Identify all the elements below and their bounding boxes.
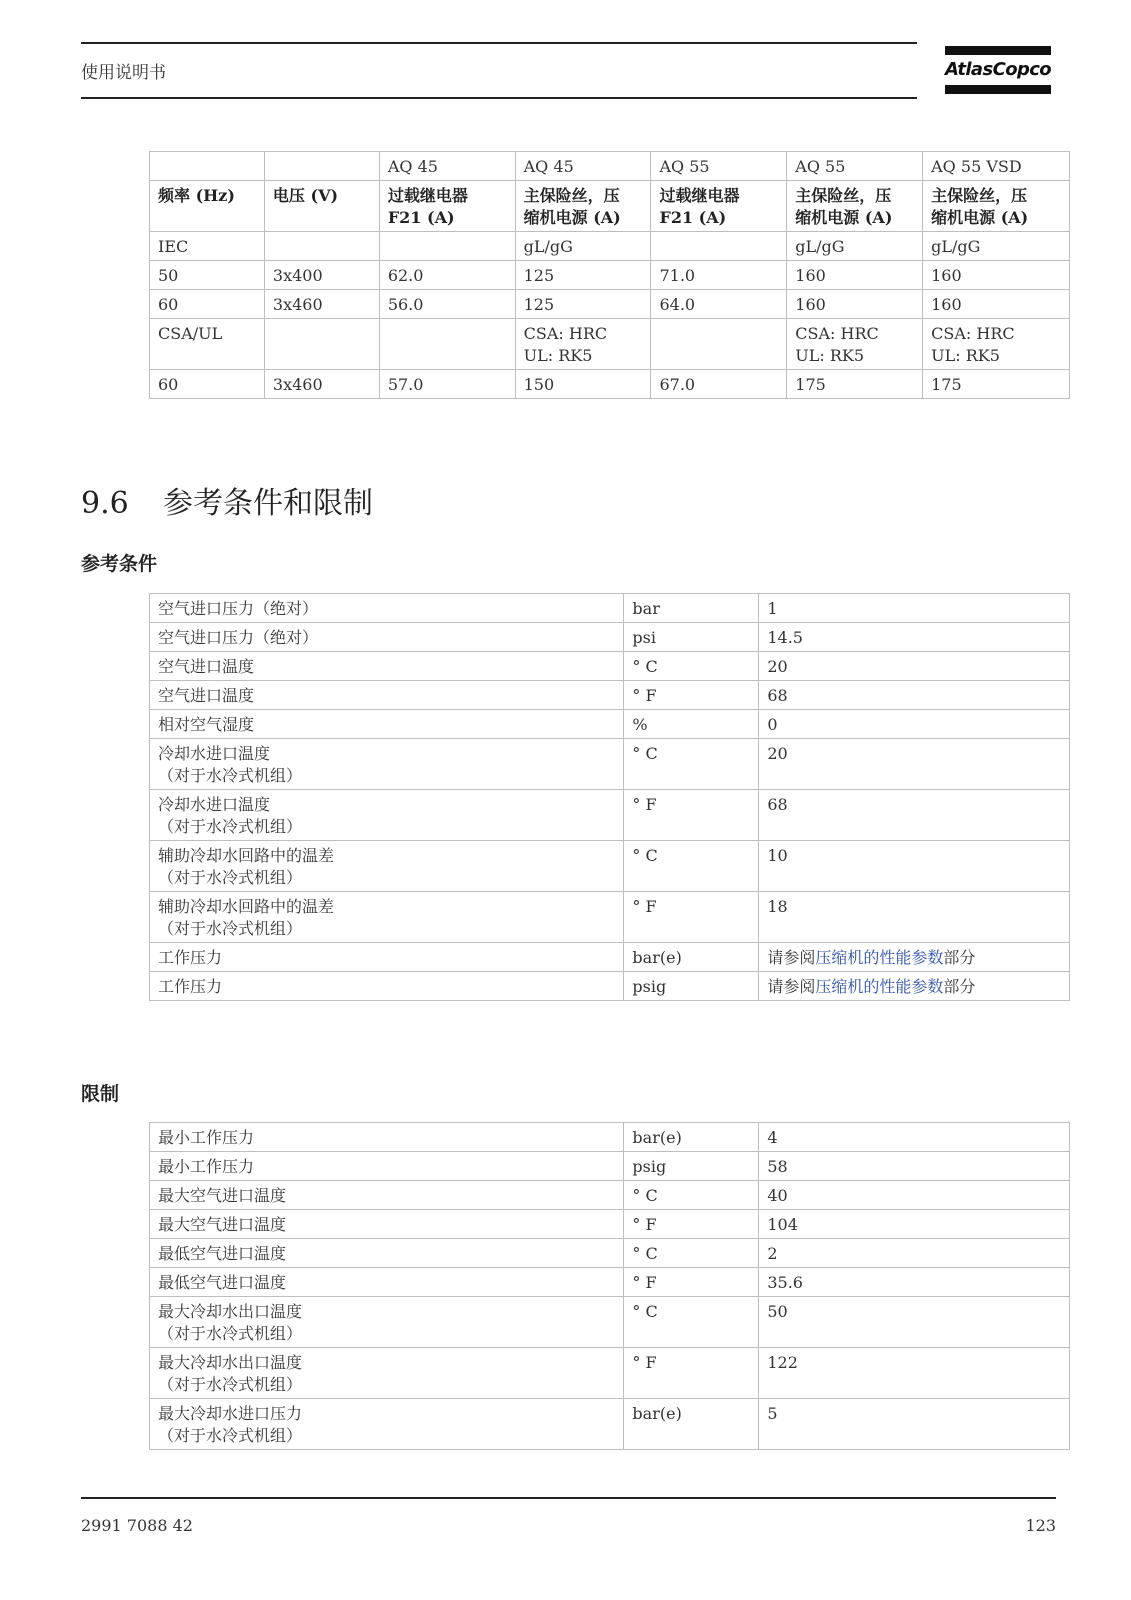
cell-text: UL: RK5 bbox=[523, 346, 593, 365]
fuse-model-cell bbox=[150, 152, 265, 181]
value-suffix: 部分 bbox=[943, 948, 976, 967]
cell-text: （对于水冷式机组） bbox=[158, 1375, 303, 1394]
cell-text: 57.0 bbox=[387, 375, 424, 394]
unit-cell: % bbox=[624, 710, 759, 739]
cell-text: 175 bbox=[931, 375, 962, 394]
parameter-cell bbox=[150, 652, 624, 681]
cell-text: （对于水冷式机组） bbox=[158, 868, 303, 887]
fuse-cell bbox=[923, 261, 1070, 290]
fuse-header-cell bbox=[515, 181, 651, 232]
unit-cell: bar bbox=[624, 594, 759, 623]
unit-cell: ° F bbox=[624, 1210, 759, 1239]
fuse-cell bbox=[150, 319, 265, 370]
table-row bbox=[150, 1181, 1070, 1210]
unit-cell: ° F bbox=[624, 790, 759, 841]
cell-text: （对于水冷式机组） bbox=[158, 766, 303, 785]
fuse-cell bbox=[515, 261, 651, 290]
cell-text: CSA: HRC bbox=[931, 324, 1015, 343]
table-row bbox=[150, 1239, 1070, 1268]
cell-text: 50 bbox=[158, 266, 179, 285]
fuse-model-cell: AQ 55 VSD bbox=[923, 152, 1070, 181]
fuse-cell bbox=[787, 290, 923, 319]
fuse-cell bbox=[150, 370, 265, 399]
cell-text: 冷却水进口温度 bbox=[158, 744, 271, 763]
section-number: 9.6 bbox=[81, 486, 129, 521]
value-cell: 68 bbox=[759, 790, 1070, 841]
logo-bar-bottom bbox=[945, 85, 1051, 94]
parameter-cell bbox=[150, 1268, 624, 1297]
cell-text: 60 bbox=[158, 375, 179, 394]
table-row bbox=[150, 232, 1070, 261]
table-row bbox=[150, 790, 1070, 841]
value-cell: 14.5 bbox=[759, 623, 1070, 652]
unit-cell: bar(e) bbox=[624, 943, 759, 972]
table-row bbox=[150, 1348, 1070, 1399]
table-row bbox=[150, 892, 1070, 943]
fuse-header-cell bbox=[787, 181, 923, 232]
cell-text: UL: RK5 bbox=[795, 346, 865, 365]
cell-text: 125 bbox=[523, 266, 555, 285]
cell-text: 空气进口压力（绝对） bbox=[158, 599, 319, 618]
parameter-cell bbox=[150, 892, 624, 943]
parameter-cell bbox=[150, 1152, 624, 1181]
cell-text: 主保险丝，压 bbox=[795, 186, 892, 205]
cell-text: 160 bbox=[931, 295, 962, 314]
fuse-header-cell bbox=[150, 181, 265, 232]
fuse-cell bbox=[379, 370, 515, 399]
performance-data-link[interactable]: 压缩机的性能参数 bbox=[815, 977, 944, 996]
fuse-cell bbox=[264, 370, 379, 399]
parameter-cell bbox=[150, 594, 624, 623]
section-title bbox=[81, 478, 373, 522]
value-cell: 68 bbox=[759, 681, 1070, 710]
value-cell bbox=[759, 972, 1070, 1001]
cell-text: gL/gG bbox=[931, 237, 981, 256]
fuse-cell bbox=[264, 261, 379, 290]
page-number: 123 bbox=[1025, 1516, 1056, 1535]
fuse-cell bbox=[379, 290, 515, 319]
fuse-cell bbox=[923, 319, 1070, 370]
table-row bbox=[150, 290, 1070, 319]
value-cell: 1 bbox=[759, 594, 1070, 623]
cell-text: 56.0 bbox=[387, 295, 424, 314]
cell-text: 最大冷却水进口压力 bbox=[158, 1404, 303, 1423]
cell-text: 缩机电源 (A) bbox=[795, 208, 893, 227]
fuse-model-cell: AQ 45 bbox=[379, 152, 515, 181]
cell-text: 主保险丝，压 bbox=[523, 186, 620, 205]
unit-cell: bar(e) bbox=[624, 1399, 759, 1450]
cell-text: 3x460 bbox=[272, 295, 323, 314]
unit-cell: ° C bbox=[624, 1239, 759, 1268]
cell-text: 62.0 bbox=[387, 266, 424, 285]
header-rule-top bbox=[81, 42, 917, 44]
cell-text: 最小工作压力 bbox=[158, 1157, 255, 1176]
cell-text: 160 bbox=[931, 266, 962, 285]
footer-rule bbox=[81, 1497, 1056, 1499]
parameter-cell bbox=[150, 1399, 624, 1450]
fuse-cell bbox=[787, 319, 923, 370]
fuse-cell bbox=[787, 370, 923, 399]
fuse-cell bbox=[515, 370, 651, 399]
cell-text: 60 bbox=[158, 295, 179, 314]
value-cell: 10 bbox=[759, 841, 1070, 892]
performance-data-link[interactable]: 压缩机的性能参数 bbox=[815, 948, 944, 967]
cell-text: 过载继电器 bbox=[659, 186, 740, 205]
cell-text: 空气进口压力（绝对） bbox=[158, 628, 319, 647]
fuse-cell bbox=[651, 370, 787, 399]
cell-text: F21 (A) bbox=[659, 208, 727, 227]
fuse-header-row-models bbox=[150, 152, 1070, 181]
parameter-cell bbox=[150, 972, 624, 1001]
fuse-cell bbox=[923, 232, 1070, 261]
value-cell: 20 bbox=[759, 739, 1070, 790]
value-cell: 20 bbox=[759, 652, 1070, 681]
cell-text: 最低空气进口温度 bbox=[158, 1244, 287, 1263]
fuse-cell bbox=[150, 232, 265, 261]
unit-cell: ° F bbox=[624, 1348, 759, 1399]
fuse-cell bbox=[515, 290, 651, 319]
cell-text: 空气进口温度 bbox=[158, 657, 255, 676]
cell-text: 3x400 bbox=[272, 266, 323, 285]
fuse-cell bbox=[651, 290, 787, 319]
table-row bbox=[150, 623, 1070, 652]
value-cell: 18 bbox=[759, 892, 1070, 943]
atlas-copco-logo bbox=[945, 46, 1051, 100]
fuse-cell bbox=[515, 232, 651, 261]
unit-cell: ° F bbox=[624, 1268, 759, 1297]
parameter-cell bbox=[150, 1123, 624, 1152]
unit-cell: ° C bbox=[624, 841, 759, 892]
fuse-header-row-labels bbox=[150, 181, 1070, 232]
reference-heading: 参考条件 bbox=[81, 553, 158, 575]
unit-cell: ° F bbox=[624, 681, 759, 710]
header-rule-bottom bbox=[81, 97, 917, 99]
cell-text: CSA: HRC bbox=[523, 324, 608, 343]
doc-number: 2991 7088 42 bbox=[81, 1516, 193, 1535]
header-title: 使用说明书 bbox=[81, 63, 166, 83]
cell-text: 空气进口温度 bbox=[158, 686, 255, 705]
fuse-cell bbox=[651, 319, 787, 370]
fuse-cell bbox=[651, 261, 787, 290]
table-row bbox=[150, 261, 1070, 290]
logo-bar-top bbox=[945, 46, 1051, 55]
table-row bbox=[150, 1268, 1070, 1297]
fuse-cell bbox=[515, 319, 651, 370]
cell-text: gL/gG bbox=[523, 237, 573, 256]
table-row bbox=[150, 1399, 1070, 1450]
unit-cell: ° C bbox=[624, 1297, 759, 1348]
fuse-header-cell bbox=[651, 181, 787, 232]
parameter-cell bbox=[150, 943, 624, 972]
cell-text: 辅助冷却水回路中的温差 bbox=[158, 846, 335, 865]
fuse-cell bbox=[379, 319, 515, 370]
table-row bbox=[150, 972, 1070, 1001]
fuse-header-cell bbox=[264, 181, 379, 232]
fuse-model-cell: AQ 55 bbox=[787, 152, 923, 181]
value-prefix: 请参阅 bbox=[767, 977, 816, 996]
value-suffix: 部分 bbox=[943, 977, 976, 996]
cell-text: 过载继电器 bbox=[387, 186, 468, 205]
fuse-cell bbox=[787, 232, 923, 261]
fuse-cell bbox=[787, 261, 923, 290]
unit-cell: ° C bbox=[624, 739, 759, 790]
table-row bbox=[150, 681, 1070, 710]
cell-text: 缩机电源 (A) bbox=[931, 208, 1029, 227]
cell-text: （对于水冷式机组） bbox=[158, 919, 303, 938]
section-heading: 参考条件和限制 bbox=[163, 486, 373, 521]
value-prefix: 请参阅 bbox=[767, 948, 816, 967]
cell-text: 工作压力 bbox=[158, 948, 223, 967]
table-row bbox=[150, 370, 1070, 399]
value-cell: 104 bbox=[759, 1210, 1070, 1239]
parameter-cell bbox=[150, 790, 624, 841]
parameter-cell bbox=[150, 1210, 624, 1239]
cell-text: CSA/UL bbox=[158, 324, 223, 343]
cell-text: 150 bbox=[523, 375, 555, 394]
table-row bbox=[150, 1210, 1070, 1239]
cell-text: 3x460 bbox=[272, 375, 323, 394]
cell-text: 最大冷却水出口温度 bbox=[158, 1353, 303, 1372]
table-row bbox=[150, 1297, 1070, 1348]
cell-text: IEC bbox=[158, 237, 189, 256]
table-row bbox=[150, 739, 1070, 790]
limits-table bbox=[149, 1122, 1070, 1450]
cell-text: F21 (A) bbox=[387, 208, 455, 227]
value-cell: 40 bbox=[759, 1181, 1070, 1210]
cell-text: 相对空气湿度 bbox=[158, 715, 255, 734]
cell-text: 工作压力 bbox=[158, 977, 223, 996]
cell-text: CSA: HRC bbox=[795, 324, 879, 343]
parameter-cell bbox=[150, 841, 624, 892]
cell-text: （对于水冷式机组） bbox=[158, 1426, 303, 1445]
unit-cell: psig bbox=[624, 972, 759, 1001]
parameter-cell bbox=[150, 623, 624, 652]
fuse-table bbox=[149, 151, 1070, 399]
fuse-header-cell bbox=[923, 181, 1070, 232]
fuse-cell bbox=[264, 319, 379, 370]
fuse-cell bbox=[150, 290, 265, 319]
parameter-cell bbox=[150, 1239, 624, 1268]
fuse-model-cell: AQ 45 bbox=[515, 152, 651, 181]
fuse-cell bbox=[923, 290, 1070, 319]
value-cell bbox=[759, 943, 1070, 972]
value-cell: 0 bbox=[759, 710, 1070, 739]
value-cell: 50 bbox=[759, 1297, 1070, 1348]
unit-cell: ° C bbox=[624, 652, 759, 681]
fuse-cell bbox=[264, 290, 379, 319]
value-cell: 4 bbox=[759, 1123, 1070, 1152]
cell-text: 最小工作压力 bbox=[158, 1128, 255, 1147]
cell-text: 175 bbox=[795, 375, 826, 394]
fuse-model-cell: AQ 55 bbox=[651, 152, 787, 181]
cell-text: 缩机电源 (A) bbox=[523, 208, 621, 227]
cell-text: 电压 (V) bbox=[272, 186, 339, 205]
limits-heading: 限制 bbox=[81, 1083, 120, 1105]
value-cell: 5 bbox=[759, 1399, 1070, 1450]
cell-text: 频率 (Hz) bbox=[158, 186, 235, 205]
unit-cell: ° C bbox=[624, 1181, 759, 1210]
fuse-model-cell bbox=[264, 152, 379, 181]
cell-text: gL/gG bbox=[795, 237, 845, 256]
fuse-cell bbox=[923, 370, 1070, 399]
cell-text: 64.0 bbox=[659, 295, 696, 314]
table-row bbox=[150, 594, 1070, 623]
cell-text: 125 bbox=[523, 295, 555, 314]
cell-text: 冷却水进口温度 bbox=[158, 795, 271, 814]
cell-text: （对于水冷式机组） bbox=[158, 1324, 303, 1343]
parameter-cell bbox=[150, 710, 624, 739]
parameter-cell bbox=[150, 1297, 624, 1348]
value-cell: 35.6 bbox=[759, 1268, 1070, 1297]
value-cell: 58 bbox=[759, 1152, 1070, 1181]
cell-text: 最大空气进口温度 bbox=[158, 1186, 287, 1205]
cell-text: （对于水冷式机组） bbox=[158, 817, 303, 836]
cell-text: 最低空气进口温度 bbox=[158, 1273, 287, 1292]
table-row bbox=[150, 710, 1070, 739]
cell-text: 71.0 bbox=[659, 266, 696, 285]
unit-cell: psi bbox=[624, 623, 759, 652]
cell-text: 160 bbox=[795, 266, 826, 285]
table-row bbox=[150, 319, 1070, 370]
table-row bbox=[150, 1152, 1070, 1181]
cell-text: 最大空气进口温度 bbox=[158, 1215, 287, 1234]
unit-cell: psig bbox=[624, 1152, 759, 1181]
fuse-cell bbox=[379, 232, 515, 261]
table-row bbox=[150, 1123, 1070, 1152]
cell-text: 辅助冷却水回路中的温差 bbox=[158, 897, 335, 916]
parameter-cell bbox=[150, 1348, 624, 1399]
cell-text: 67.0 bbox=[659, 375, 696, 394]
fuse-cell bbox=[264, 232, 379, 261]
unit-cell: bar(e) bbox=[624, 1123, 759, 1152]
cell-text: 160 bbox=[795, 295, 826, 314]
reference-table bbox=[149, 593, 1070, 1001]
logo-text: AtlasCopco bbox=[945, 59, 1052, 80]
cell-text: UL: RK5 bbox=[931, 346, 1000, 365]
parameter-cell bbox=[150, 739, 624, 790]
fuse-cell bbox=[651, 232, 787, 261]
fuse-cell bbox=[379, 261, 515, 290]
table-row bbox=[150, 652, 1070, 681]
table-row bbox=[150, 943, 1070, 972]
value-cell: 2 bbox=[759, 1239, 1070, 1268]
value-cell: 122 bbox=[759, 1348, 1070, 1399]
unit-cell: ° F bbox=[624, 892, 759, 943]
cell-text: 最大冷却水出口温度 bbox=[158, 1302, 303, 1321]
fuse-cell bbox=[150, 261, 265, 290]
fuse-header-cell bbox=[379, 181, 515, 232]
parameter-cell bbox=[150, 1181, 624, 1210]
cell-text: 主保险丝，压 bbox=[931, 186, 1028, 205]
parameter-cell bbox=[150, 681, 624, 710]
table-row bbox=[150, 841, 1070, 892]
